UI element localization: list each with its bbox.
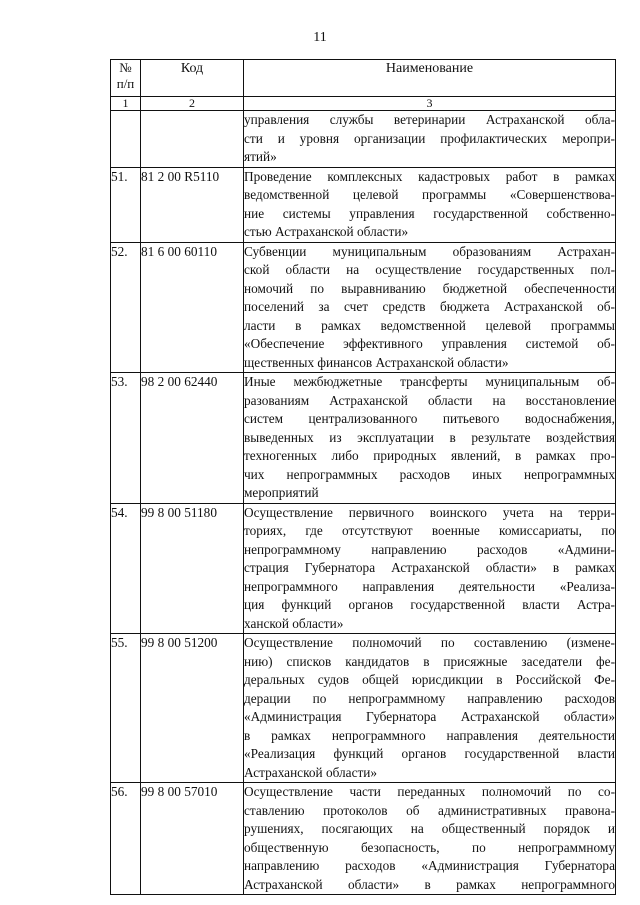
row-name-line: Иные межбюджетные трансферты муниципальным об- <box>244 374 615 389</box>
row-name-line: ция функций органов государственной власти Астра- <box>244 597 615 612</box>
row-name-line: систем централизованного питьевого водоснабжения, <box>244 411 615 426</box>
row-name-line: «Реализация функций органов государственной власти <box>244 746 615 761</box>
row-name-line: Астраханской области» в рамках непрограммного <box>244 876 615 892</box>
row-name-line: Осуществление полномочий по составлению (измене- <box>244 635 615 650</box>
row-name-line: дерации по непрограммному направлению расходов <box>244 690 615 706</box>
table-row <box>111 503 616 634</box>
page-number: 11 <box>313 30 327 45</box>
row-name-line: ние системы управления государственной собственно- <box>244 205 615 221</box>
table-row <box>111 167 616 242</box>
row-code: 99 8 00 51200 <box>141 634 244 783</box>
row-name-line: ведомственной целевой программы «Совершенствова- <box>244 187 615 202</box>
row-name-line: нию) списков кандидатов в присяжные заседатели фе- <box>244 653 615 669</box>
column-index: 1 <box>111 97 141 111</box>
row-name-line: стью Астраханской области» <box>244 224 409 239</box>
table-row <box>111 111 616 168</box>
table-row <box>111 634 616 783</box>
row-number <box>111 111 141 168</box>
table-row <box>111 242 616 373</box>
row-name-line: номочий по выравниванию бюджетной обеспеченности <box>244 280 615 296</box>
header-number-abbrev: п/п <box>116 76 135 91</box>
row-name-line: рушениях, посягающих на общественный порядок и <box>244 821 615 836</box>
row-name-line: страция Губернатора Астраханской области» в рамках <box>244 560 615 575</box>
row-name-line: «Администрация Губернатора Астраханской области» <box>244 709 615 724</box>
row-name-line: ториях, где отсутствуют военные комиссариаты, по <box>244 523 615 538</box>
row-name-line: непрограммному направлению расходов «Админи- <box>244 541 615 557</box>
header-code: Код <box>141 60 244 97</box>
row-name-line: ятий» <box>244 149 277 164</box>
row-name-line: ской области на осуществление государственных пол- <box>244 262 615 277</box>
header-number <box>111 60 141 97</box>
row-name-line: поселений за счет средств бюджета Астраханской об- <box>244 299 615 314</box>
header-number-symbol: № <box>119 60 132 75</box>
table-body <box>111 111 616 895</box>
column-index: 3 <box>244 97 616 111</box>
row-name <box>244 167 616 242</box>
row-name-line: Осуществление части переданных полномочий по со- <box>244 784 615 799</box>
row-name-line: непрограммного направления деятельности «Реализа- <box>244 578 615 594</box>
row-name-line: ласти в рамках ведомственной целевой программы <box>244 317 615 333</box>
row-name-line: сти и уровня организации профилактических меропри- <box>244 130 615 146</box>
row-code: 81 6 00 60110 <box>141 242 244 373</box>
header-name: Наименование <box>244 60 616 97</box>
row-name <box>244 503 616 634</box>
row-name <box>244 373 616 504</box>
row-name-line: деральных судов общей юрисдикции в Российской Фе- <box>244 672 615 687</box>
row-name <box>244 111 616 168</box>
table-row <box>111 373 616 504</box>
table-header-row <box>111 60 616 97</box>
row-number: 54. <box>111 503 141 634</box>
row-name <box>244 634 616 783</box>
column-index: 2 <box>141 97 244 111</box>
budget-code-table <box>110 59 616 895</box>
row-name-line: общественную безопасность, по непрограммному <box>244 839 615 855</box>
table-row <box>111 783 616 895</box>
row-name-line: «Обеспечение эффективного управления системой об- <box>244 336 615 351</box>
row-code: 98 2 00 62440 <box>141 373 244 504</box>
row-name-line: Субвенции муниципальным образованиям Астрахан- <box>244 243 615 259</box>
row-name <box>244 242 616 373</box>
row-name-line: чих непрограммных расходов иных непрограммных <box>244 466 615 482</box>
row-name-line: Проведение комплексных кадастровых работ в рамках <box>244 168 615 184</box>
row-name <box>244 783 616 895</box>
row-name-line: техногенных либо природных явлений, в рамках про- <box>244 448 615 463</box>
row-name-line: Осуществление первичного воинского учета на терри- <box>244 504 615 520</box>
row-name-line: выведенных из эксплуатации в результате воздействия <box>244 429 615 445</box>
row-number: 56. <box>111 783 141 895</box>
row-name-line: щественных финансов Астраханской области» <box>244 354 509 370</box>
row-name-line: ставлению протоколов об административных правона- <box>244 802 615 818</box>
row-name-line: направлению расходов «Администрация Губернатора <box>244 858 615 873</box>
row-name-line: Астраханской области» <box>244 764 378 780</box>
row-name-line: в рамках непрограммного направления деятельности <box>244 727 615 743</box>
row-code: 81 2 00 R5110 <box>141 167 244 242</box>
row-number: 52. <box>111 242 141 373</box>
row-number: 53. <box>111 373 141 504</box>
row-name-line: управления службы ветеринарии Астраханской обла- <box>244 112 615 127</box>
row-number: 55. <box>111 634 141 783</box>
row-code: 99 8 00 57010 <box>141 783 244 895</box>
row-number: 51. <box>111 167 141 242</box>
column-index-row <box>111 97 616 111</box>
row-name-line: разованиям Астраханской области на восстановление <box>244 392 615 408</box>
row-code: 99 8 00 51180 <box>141 503 244 634</box>
row-name-line: ханской области» <box>244 615 344 631</box>
row-code <box>141 111 244 168</box>
row-name-line: мероприятий <box>244 485 319 500</box>
